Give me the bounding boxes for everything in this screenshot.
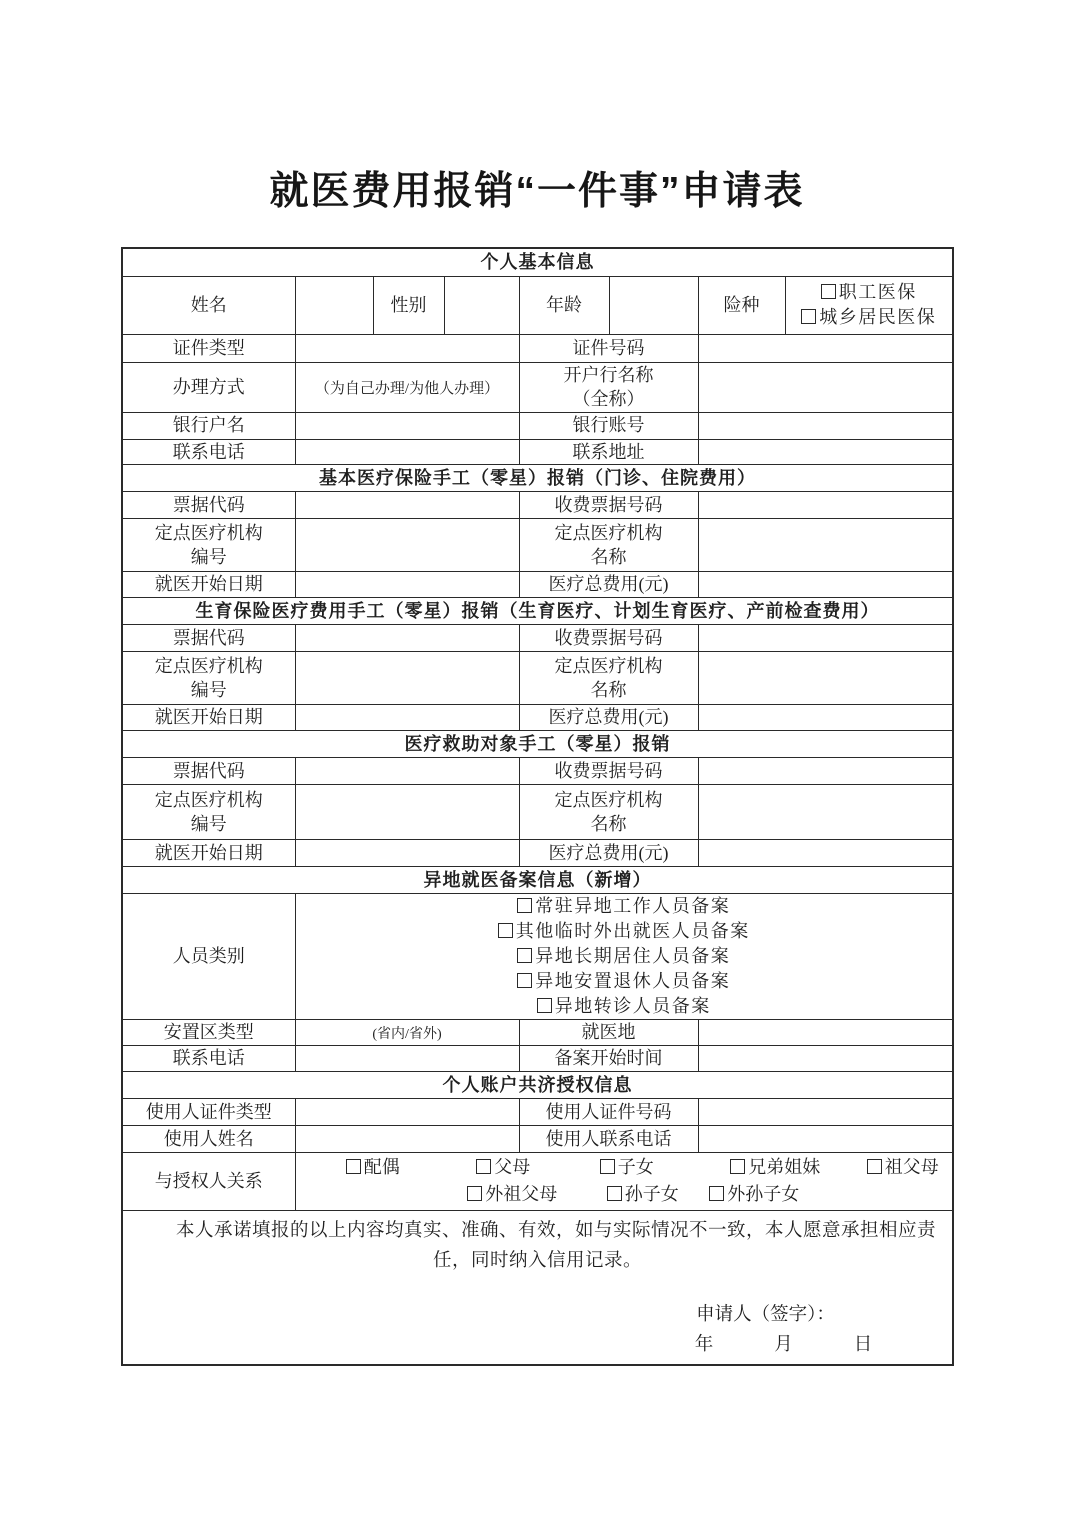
- section-header-basic-medical: 基本医疗保险手工（零星）报销（门诊、住院费用）: [122, 464, 953, 491]
- applicant-signature-label: 申请人（签字）：: [696, 1304, 835, 1325]
- user-id-number-label: 使用人证件号码: [519, 1098, 698, 1125]
- section-header-shared-account: 个人账户共济授权信息: [122, 1071, 953, 1098]
- insurance-option-employee[interactable]: 职工医保: [786, 280, 953, 305]
- org-code-input-cell[interactable]: [295, 784, 519, 839]
- person-type-option-resident-worker[interactable]: 常驻异地工作人员备案: [296, 894, 953, 919]
- section-header-personal-info: 个人基本信息: [122, 248, 953, 276]
- month-label: 月: [774, 1334, 793, 1355]
- start-date-label: 就医开始日期: [122, 704, 295, 730]
- person-type-option-long-term[interactable]: 异地长期居住人员备案: [296, 944, 953, 969]
- bill-code-input-cell[interactable]: [295, 757, 519, 784]
- id-type-input-cell[interactable]: [295, 334, 519, 362]
- area-type-label: 安置区类型: [122, 1019, 295, 1045]
- total-cost-label: 医疗总费用(元): [519, 839, 698, 866]
- total-cost-input-cell[interactable]: [698, 839, 953, 866]
- checkbox-icon[interactable]: [730, 1159, 745, 1174]
- receipt-number-label: 收费票据号码: [519, 491, 698, 518]
- record-start-input-cell[interactable]: [698, 1045, 953, 1071]
- record-phone-label: 联系电话: [122, 1045, 295, 1071]
- user-name-label: 使用人姓名: [122, 1125, 295, 1152]
- account-name-input-cell[interactable]: [295, 412, 519, 439]
- bill-code-input-cell[interactable]: [295, 624, 519, 651]
- user-phone-input-cell[interactable]: [698, 1125, 953, 1152]
- total-cost-label: 医疗总费用(元): [519, 704, 698, 730]
- id-number-label: 证件号码: [519, 334, 698, 362]
- receipt-number-label: 收费票据号码: [519, 624, 698, 651]
- signature-date-line: [615, 1330, 952, 1360]
- bill-code-label: 票据代码: [122, 491, 295, 518]
- name-label: 姓名: [122, 276, 295, 334]
- relation-options-row-2: [296, 1181, 953, 1208]
- checkbox-icon[interactable]: [821, 284, 836, 299]
- org-code-label: 定点医疗机构 编号: [122, 518, 295, 571]
- org-name-label: 定点医疗机构 名称: [519, 651, 698, 704]
- relation-option-grandparents[interactable]: 祖父母: [867, 1157, 939, 1177]
- insurance-options-cell: [785, 276, 953, 334]
- checkbox-icon[interactable]: [537, 998, 552, 1013]
- org-code-label: 定点医疗机构 编号: [122, 651, 295, 704]
- org-name-input-cell[interactable]: [698, 518, 953, 571]
- bank-name-label: 开户行名称 （全称）: [519, 362, 698, 412]
- org-name-input-cell[interactable]: [698, 651, 953, 704]
- checkbox-icon[interactable]: [498, 923, 513, 938]
- gender-input-cell[interactable]: [444, 276, 519, 334]
- relation-option-parents[interactable]: 父母: [441, 1154, 565, 1181]
- relation-label: 与授权人关系: [122, 1152, 295, 1210]
- checkbox-icon[interactable]: [517, 973, 532, 988]
- application-form-table: [121, 247, 954, 1366]
- account-name-label: 银行户名: [122, 412, 295, 439]
- form-title: 就医费用报销“一件事”申请表: [269, 170, 805, 213]
- bill-code-input-cell[interactable]: [295, 491, 519, 518]
- handle-method-label: 办理方式: [122, 362, 295, 412]
- account-number-input-cell[interactable]: [698, 412, 953, 439]
- year-label: 年: [694, 1334, 714, 1355]
- record-phone-input-cell[interactable]: [295, 1045, 519, 1071]
- section-header-remote-record: 异地就医备案信息（新增）: [122, 866, 953, 893]
- start-date-input-cell[interactable]: [295, 839, 519, 866]
- user-id-type-input-cell[interactable]: [295, 1098, 519, 1125]
- start-date-label: 就医开始日期: [122, 839, 295, 866]
- person-type-label: 人员类别: [122, 893, 295, 1019]
- relation-option-siblings[interactable]: 兄弟姐妹: [688, 1154, 862, 1181]
- org-code-label: 定点医疗机构 编号: [122, 784, 295, 839]
- user-id-number-input-cell[interactable]: [698, 1098, 953, 1125]
- receipt-number-label: 收费票据号码: [519, 757, 698, 784]
- checkbox-icon[interactable]: [346, 1159, 361, 1174]
- total-cost-input-cell[interactable]: [698, 571, 953, 597]
- relation-option-spouse[interactable]: 配偶: [309, 1154, 437, 1181]
- relation-option-maternal-grandparents[interactable]: 外祖父母: [448, 1181, 576, 1208]
- start-date-label: 就医开始日期: [122, 571, 295, 597]
- age-input-cell[interactable]: [609, 276, 698, 334]
- org-name-label: 定点医疗机构 名称: [519, 518, 698, 571]
- start-date-input-cell[interactable]: [295, 571, 519, 597]
- receipt-number-input-cell[interactable]: [698, 491, 953, 518]
- relation-options-row-1: [296, 1154, 953, 1181]
- age-label: 年龄: [519, 276, 609, 334]
- user-id-type-label: 使用人证件类型: [122, 1098, 295, 1125]
- relation-option-children[interactable]: 子女: [570, 1154, 684, 1181]
- relation-option-maternal-grandchildren[interactable]: 外孙子女: [709, 1184, 799, 1204]
- org-code-input-cell[interactable]: [295, 518, 519, 571]
- bill-code-label: 票据代码: [122, 624, 295, 651]
- checkbox-icon[interactable]: [517, 948, 532, 963]
- checkbox-icon[interactable]: [867, 1159, 882, 1174]
- org-name-label: 定点医疗机构 名称: [519, 784, 698, 839]
- id-number-input-cell[interactable]: [698, 334, 953, 362]
- relation-option-grandchildren[interactable]: 孙子女: [581, 1181, 705, 1208]
- account-number-label: 银行账号: [519, 412, 698, 439]
- area-type-hint: (省内/省外): [372, 1026, 442, 1042]
- insurance-option-resident[interactable]: 城乡居民医保: [786, 305, 953, 330]
- bank-name-input-cell[interactable]: [698, 362, 953, 412]
- record-start-label: 备案开始时间: [519, 1045, 698, 1071]
- address-input-cell[interactable]: [698, 439, 953, 464]
- checkbox-icon[interactable]: [801, 309, 816, 324]
- total-cost-label: 医疗总费用(元): [519, 571, 698, 597]
- start-date-input-cell[interactable]: [295, 704, 519, 730]
- section-header-maternity: 生育保险医疗费用手工（零星）报销（生育医疗、计划生育医疗、产前检查费用）: [122, 597, 953, 624]
- checkbox-icon[interactable]: [607, 1186, 622, 1201]
- person-type-option-retired[interactable]: 异地安置退休人员备案: [296, 969, 953, 994]
- user-phone-label: 使用人联系电话: [519, 1125, 698, 1152]
- gender-label: 性别: [373, 276, 444, 334]
- checkbox-icon[interactable]: [709, 1186, 724, 1201]
- treatment-place-label: 就医地: [519, 1019, 698, 1045]
- checkbox-icon[interactable]: [467, 1186, 482, 1201]
- total-cost-input-cell[interactable]: [698, 704, 953, 730]
- checkbox-icon[interactable]: [517, 898, 532, 913]
- phone-input-cell[interactable]: [295, 439, 519, 464]
- person-type-option-referral[interactable]: 异地转诊人员备案: [296, 994, 953, 1019]
- area-type-input-cell[interactable]: [295, 1019, 519, 1045]
- day-label: 日: [853, 1334, 873, 1355]
- receipt-number-input-cell[interactable]: [698, 757, 953, 784]
- declaration-cell: [122, 1210, 953, 1365]
- checkbox-icon[interactable]: [600, 1159, 615, 1174]
- org-code-input-cell[interactable]: [295, 651, 519, 704]
- section-header-assistance: 医疗救助对象手工（零星）报销: [122, 730, 953, 757]
- id-type-label: 证件类型: [122, 334, 295, 362]
- treatment-place-input-cell[interactable]: [698, 1019, 953, 1045]
- insurance-type-label: 险种: [698, 276, 785, 334]
- address-label: 联系地址: [519, 439, 698, 464]
- relation-options-cell: [295, 1152, 953, 1210]
- user-name-input-cell[interactable]: [295, 1125, 519, 1152]
- declaration-text: 本人承诺填报的以上内容均真实、准确、有效，如与实际情况不一致，本人愿意承担相应责任，同时纳入信用记录。: [175, 1220, 936, 1271]
- handle-method-hint: （为自己办理/为他人办理）: [314, 380, 500, 397]
- name-input-cell[interactable]: [295, 276, 373, 334]
- receipt-number-input-cell[interactable]: [698, 624, 953, 651]
- checkbox-icon[interactable]: [476, 1159, 491, 1174]
- person-type-options-cell: [295, 893, 953, 1019]
- org-name-input-cell[interactable]: [698, 784, 953, 839]
- handle-method-input-cell[interactable]: [295, 362, 519, 412]
- person-type-option-temporary[interactable]: 其他临时外出就医人员备案: [296, 919, 953, 944]
- bill-code-label: 票据代码: [122, 757, 295, 784]
- phone-label: 联系电话: [122, 439, 295, 464]
